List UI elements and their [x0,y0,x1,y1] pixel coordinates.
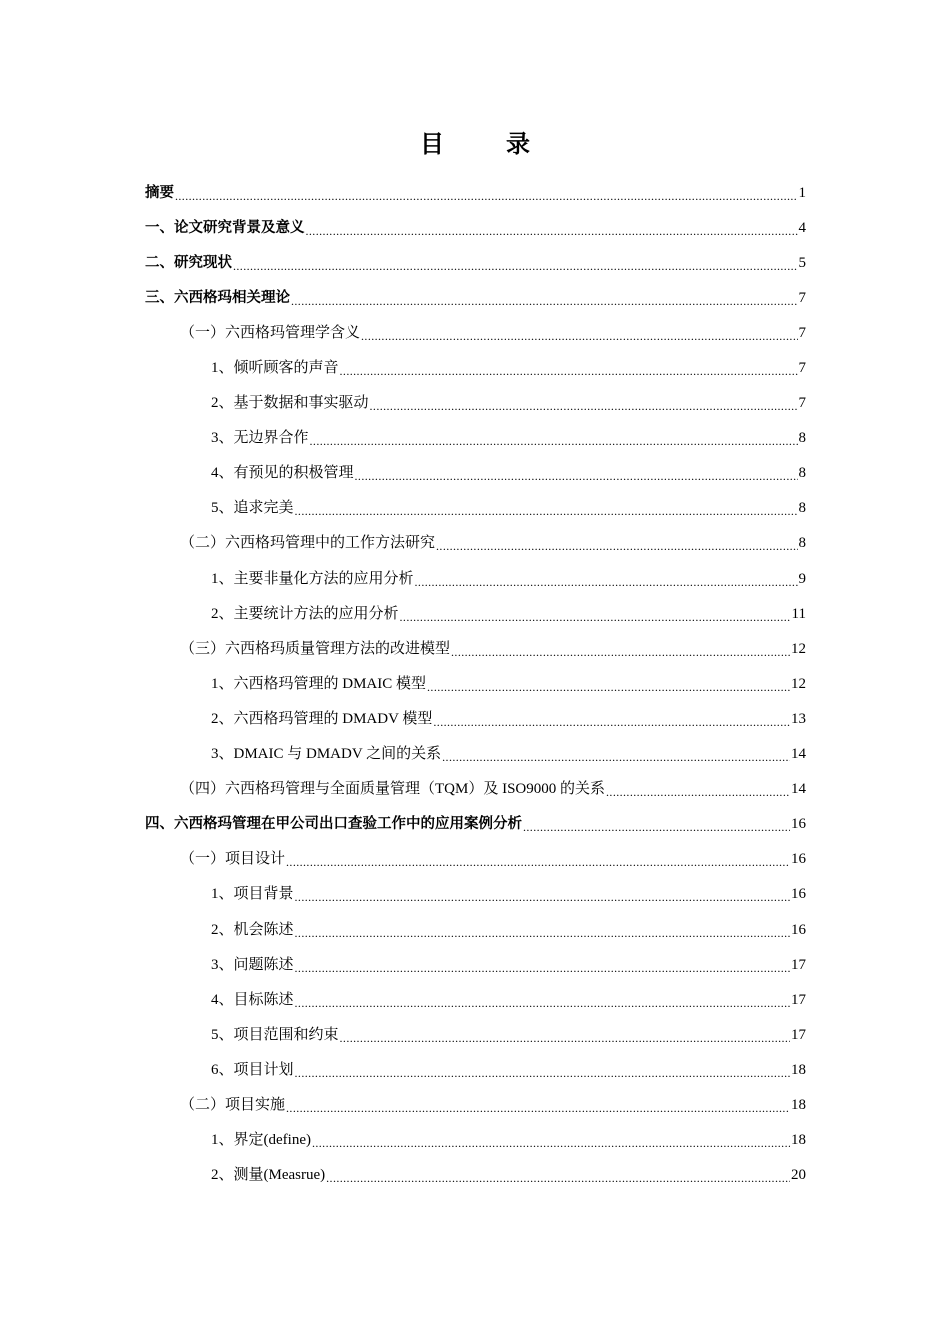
toc-entry-label: 1、界定(define) [211,1132,311,1149]
toc-entry-label: 2、六西格玛管理的 DMADV 模型 [211,710,433,727]
toc-page-number: 14 [791,746,806,763]
toc-entry[interactable] [0,1017,806,1052]
toc-dot-leader [340,361,798,381]
toc-page-number: 16 [791,816,806,833]
toc-dot-leader [295,1063,790,1083]
toc-page-number: 1 [798,184,806,201]
toc-page-number: 13 [791,710,806,727]
toc-page-number: 9 [798,570,806,587]
toc-entry-label: 摘要 [145,184,174,201]
toc-entry[interactable] [0,421,806,456]
toc-page-number: 7 [798,324,806,341]
toc-dot-leader [286,852,790,872]
toc-page-number: 7 [798,395,806,412]
toc-dot-leader [355,466,798,486]
toc-page-number: 4 [798,219,806,236]
toc-page-number: 17 [791,991,806,1008]
toc-entry-label: （二）六西格玛管理中的工作方法研究 [180,535,436,552]
toc-entry[interactable] [0,842,806,877]
toc-page-number: 14 [791,781,806,798]
toc-dot-leader [286,1098,790,1118]
toc-entry[interactable] [0,912,806,947]
toc-entry[interactable] [0,737,806,772]
toc-page-number: 12 [791,640,806,657]
toc-page-number: 5 [798,254,806,271]
toc-dot-leader [415,572,798,592]
toc-page-number: 7 [798,289,806,306]
toc-entry[interactable] [0,1087,806,1122]
toc-page-number: 18 [791,1096,806,1113]
toc-title-char-1: 目 [420,130,444,158]
toc-entry-label: 5、项目范围和约束 [211,1026,339,1043]
toc-entry[interactable] [0,245,806,280]
toc-entry-label: 1、项目背景 [211,886,294,903]
toc-page-number: 17 [791,956,806,973]
toc-entry[interactable] [0,1158,806,1193]
toc-dot-leader [291,291,798,311]
toc-dot-leader [427,677,790,697]
toc-entry-label: 2、基于数据和事实驱动 [211,395,369,412]
toc-entry-label: （一）六西格玛管理学含义 [180,324,361,341]
toc-entry[interactable] [0,596,806,631]
toc-page-number: 18 [791,1061,806,1078]
toc-entry[interactable] [0,210,806,245]
toc-entry[interactable] [0,315,806,350]
toc-dot-leader [451,642,790,662]
toc-entry-label: 1、倾听顾客的声音 [211,360,339,377]
toc-entry-label: （四）六西格玛管理与全面质量管理（TQM）及 ISO9000 的关系 [180,781,606,798]
toc-entry[interactable] [0,772,806,807]
toc-dot-leader [175,186,798,206]
toc-title-char-2: 录 [506,130,530,158]
toc-entry[interactable] [0,491,806,526]
toc-entry[interactable] [0,982,806,1017]
toc-dot-leader [295,958,790,978]
toc-entry[interactable] [0,701,806,736]
toc-page-number: 12 [791,675,806,692]
toc-entry-label: （三）六西格玛质量管理方法的改进模型 [180,640,451,657]
toc-title [0,124,950,159]
toc-entry[interactable] [0,877,806,912]
toc-entry[interactable] [0,631,806,666]
toc-entry-label: 5、追求完美 [211,500,294,517]
toc-dot-leader [306,221,798,241]
toc-entry-label: 1、六西格玛管理的 DMAIC 模型 [211,675,427,692]
toc-list [0,175,950,1193]
toc-entry-label: 2、主要统计方法的应用分析 [211,605,399,622]
toc-page-number: 8 [798,430,806,447]
toc-dot-leader [400,607,791,627]
toc-page-number: 7 [798,360,806,377]
toc-entry-label: 4、目标陈述 [211,991,294,1008]
toc-entry-label: 四、六西格玛管理在甲公司出口查验工作中的应用案例分析 [145,816,522,833]
toc-entry-label: （一）项目设计 [180,851,286,868]
toc-dot-leader [295,993,790,1013]
toc-entry[interactable] [0,526,806,561]
toc-page-number: 20 [791,1167,806,1184]
toc-page-number: 8 [798,535,806,552]
toc-entry-label: 2、测量(Measrue) [211,1167,326,1184]
toc-page-number: 16 [791,921,806,938]
toc-entry-label: 一、论文研究背景及意义 [145,219,305,236]
toc-entry[interactable] [0,456,806,491]
toc-page-number: 8 [798,500,806,517]
toc-dot-leader [361,326,797,346]
toc-page-number: 16 [791,851,806,868]
toc-page-number: 18 [791,1132,806,1149]
toc-dot-leader [312,1133,790,1153]
toc-page-number: 16 [791,886,806,903]
toc-entry-label: 6、项目计划 [211,1061,294,1078]
toc-entry-label: 二、研究现状 [145,254,232,271]
toc-entry-label: 2、机会陈述 [211,921,294,938]
toc-entry[interactable] [0,807,806,842]
toc-entry[interactable] [0,1052,806,1087]
toc-entry[interactable] [0,561,806,596]
toc-dot-leader [442,747,790,767]
toc-dot-leader [606,782,790,802]
toc-entry[interactable] [0,666,806,701]
toc-dot-leader [370,396,798,416]
toc-dot-leader [523,817,790,837]
toc-entry-label: 三、六西格玛相关理论 [145,289,290,306]
toc-dot-leader [295,887,790,907]
toc-entry-label: （二）项目实施 [180,1096,286,1113]
toc-entry-label: 1、主要非量化方法的应用分析 [211,570,414,587]
toc-dot-leader [310,431,798,451]
toc-entry[interactable] [0,947,806,982]
toc-entry-label: 3、问题陈述 [211,956,294,973]
toc-entry-label: 3、DMAIC 与 DMADV 之间的关系 [211,746,442,763]
toc-page-number: 8 [798,465,806,482]
toc-entry[interactable] [0,175,806,210]
toc-dot-leader [233,256,798,276]
toc-dot-leader [433,712,790,732]
toc-dot-leader [436,536,797,556]
toc-dot-leader [295,923,790,943]
toc-entry[interactable] [0,350,806,385]
toc-entry[interactable] [0,386,806,421]
toc-page-number: 17 [791,1026,806,1043]
toc-entry-label: 3、无边界合作 [211,430,309,447]
toc-dot-leader [295,501,798,521]
toc-entry[interactable] [0,280,806,315]
toc-dot-leader [326,1168,790,1188]
toc-page-number: 11 [791,605,806,622]
toc-dot-leader [340,1028,790,1048]
toc-entry[interactable] [0,1123,806,1158]
toc-entry-label: 4、有预见的积极管理 [211,465,354,482]
